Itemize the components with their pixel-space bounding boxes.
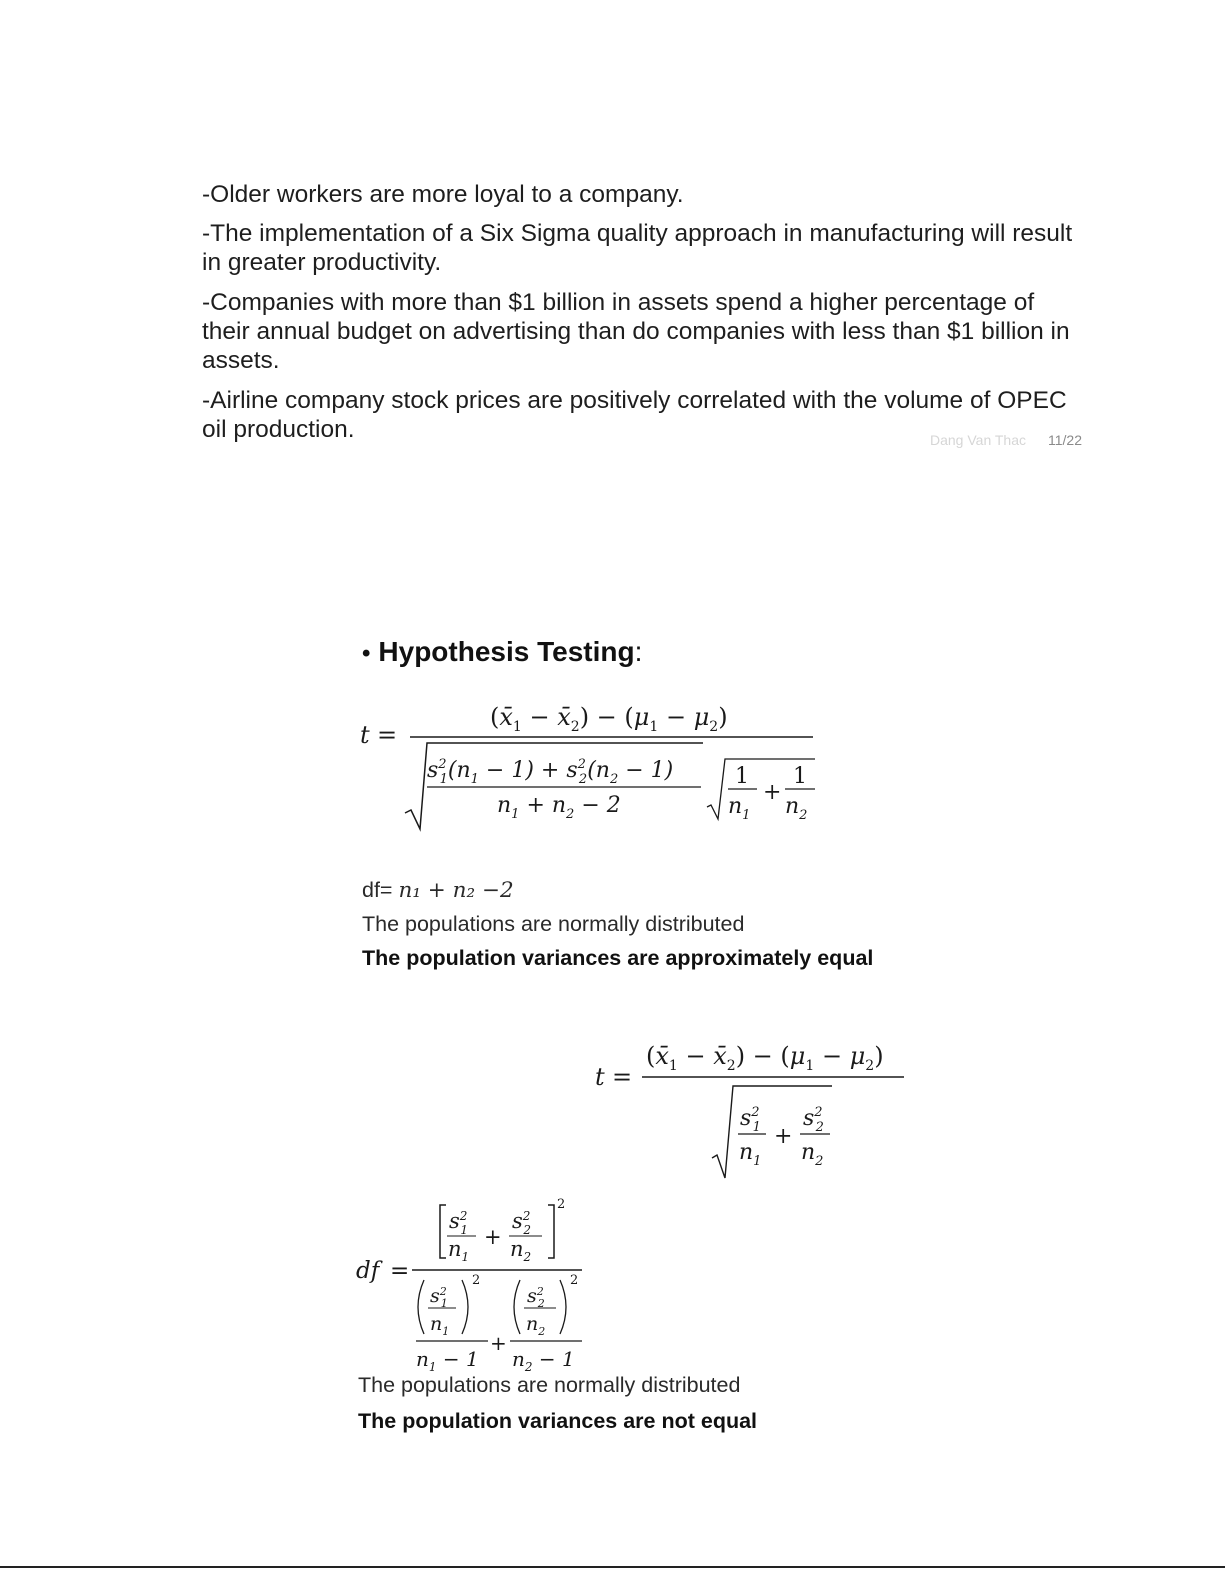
svg-text:2: 2 xyxy=(557,1197,566,1212)
svg-text:s22: $s^2$ 2 xyxy=(527,1285,545,1310)
df-label: df= xyxy=(362,878,393,902)
hypothesis-example-3 xyxy=(202,288,1082,375)
svg-text:n2: $n_2$ xyxy=(785,794,808,823)
svg-text:+: + xyxy=(763,780,782,805)
svg-text:n1 + n2 − 2: $n_1 + n_2 - 2$ xyxy=(497,793,621,822)
svg-text:+: + xyxy=(484,1225,502,1249)
svg-text:1: 1 xyxy=(735,764,749,789)
section-heading xyxy=(362,636,642,668)
svg-text:1: 1 xyxy=(793,764,807,789)
welch-df-formula xyxy=(352,1190,602,1375)
bullet-icon: • xyxy=(362,640,371,667)
svg-text:s22: $s^2$ 2 xyxy=(512,1209,532,1237)
hypothesis-text: -Older workers are more loyal to a company. xyxy=(202,181,684,208)
svg-text:n2 − 1: $n_2 - 1$ xyxy=(512,1347,575,1374)
pooled-df-formula xyxy=(362,878,514,903)
welch-t-formula xyxy=(590,1030,920,1190)
svg-text:n1: $n_1$ xyxy=(728,794,751,823)
svg-text:n1: $n_1$ xyxy=(430,1313,450,1338)
df-expression: n₁ + n₂ −2 xyxy=(398,878,514,903)
hypothesis-text: -The implementation of a Six Sigma quality approach in manufacturing will result in greater productivity. xyxy=(202,220,1073,276)
svg-text:t: t xyxy=(595,1063,605,1091)
svg-text:+: + xyxy=(490,1331,507,1355)
svg-text:s21: $s^2$ 1 xyxy=(430,1285,448,1310)
page-number: 11/22 xyxy=(1048,432,1082,448)
pooled-t-formula xyxy=(355,695,825,845)
svg-text:s21: $s^2$ 1 xyxy=(449,1209,469,1237)
svg-text:s22: $s^2$ 2 xyxy=(803,1105,824,1135)
svg-text:n1: $n_1$ xyxy=(448,1237,470,1264)
welch-assumption-unequal-variance: The population variances are not equal xyxy=(358,1409,758,1433)
svg-text:=: = xyxy=(390,1258,410,1284)
section-title-text: Hypothesis Testing xyxy=(378,636,635,667)
hypothesis-text: -Airline company stock prices are positively correlated with the volume of OPEC oil production. xyxy=(202,387,1067,443)
svg-text:+: + xyxy=(774,1124,793,1149)
pooled-assumption-equal-variance: The population variances are approximately equal xyxy=(362,946,874,970)
svg-text:df: df xyxy=(356,1258,380,1284)
svg-text:n1 − 1: $n_1 - 1$ xyxy=(416,1347,479,1374)
pooled-assumption-normal: The populations are normally distributed xyxy=(362,912,745,936)
svg-text:s21: $s^2$ 1 xyxy=(740,1105,761,1135)
hypothesis-example-2 xyxy=(202,219,1082,277)
svg-text:(x̄1 − x̄2) − (μ1 − μ2): ($x̄_1$ − $x̄_2) - (\mu_1 - \mu_2)$ xyxy=(646,1042,884,1074)
welch-assumption-normal: The populations are normally distributed xyxy=(358,1373,741,1397)
svg-text:2: 2 xyxy=(570,1273,579,1288)
author-watermark: Dang Van Thac xyxy=(930,432,1026,448)
svg-text:n1: $n_1$ xyxy=(739,1140,762,1169)
svg-text:t: t xyxy=(360,721,370,749)
svg-text:s21(n1 − 1) + s22(n2 − 1): $s^2$ $1(n_1 - 1) + s^2$ $2(n_2 - 1)$ xyxy=(427,757,674,787)
section-title-colon: : xyxy=(634,636,643,667)
svg-text:n2: $n_2$ xyxy=(510,1237,532,1264)
svg-text:=: = xyxy=(612,1063,633,1091)
hypothesis-text: -Companies with more than $1 billion in assets spend a higher percentage of their annual budget on advertising than do companies with less than $1 billion in assets. xyxy=(202,289,1070,374)
svg-text:=: = xyxy=(377,721,398,749)
hypothesis-example-1 xyxy=(202,180,1082,209)
svg-text:n2: $n_2$ xyxy=(526,1313,546,1338)
svg-text:2: 2 xyxy=(472,1273,481,1288)
page-bottom-rule xyxy=(0,1566,1225,1568)
svg-text:(x̄1 − x̄2) − (μ1 − μ2): ($x̄_1$ − $x̄_2) - (\mu_1 - \mu_2)$ xyxy=(490,703,728,735)
svg-text:n2: $n_2$ xyxy=(801,1140,824,1169)
